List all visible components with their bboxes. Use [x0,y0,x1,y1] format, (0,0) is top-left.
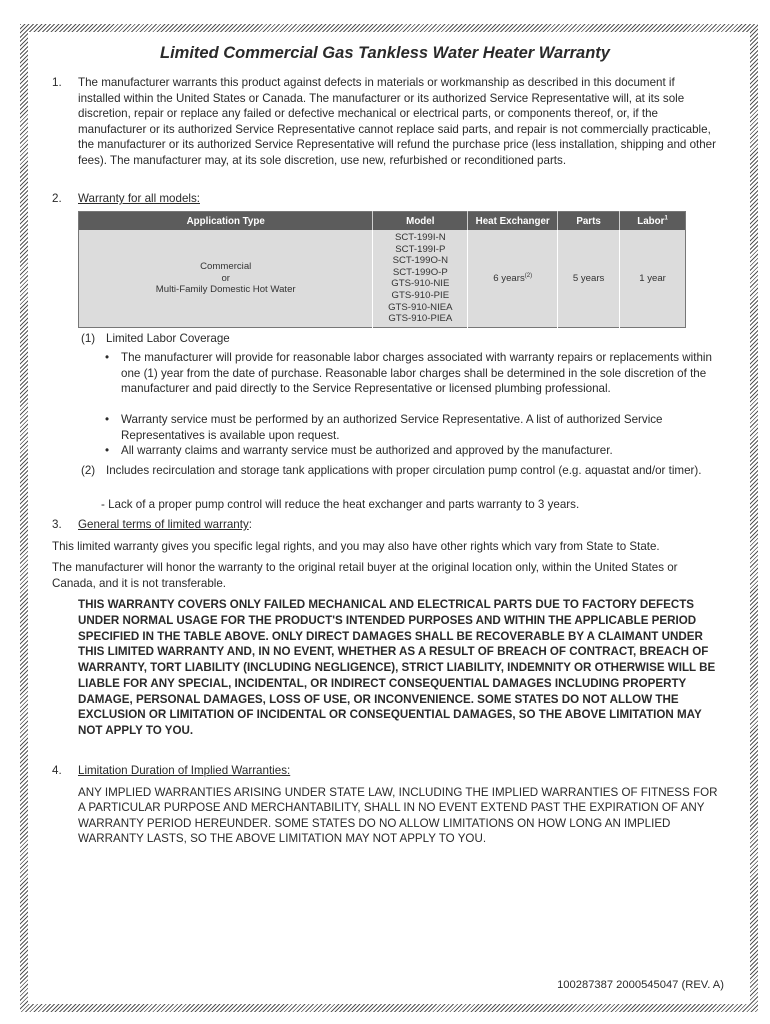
cell-heat-exchanger: 6 years$^{(2)}$ [468,230,558,327]
col-header-labor: Labor$^1$ [620,212,686,231]
table-row [79,230,686,327]
bullet-icon: • [105,413,110,426]
col-header-application-type: Application Type [79,212,373,231]
section-3-p1: This limited warranty gives you specific legal rights, and you may also have other rights which vary from State to State. [52,539,660,553]
col-header-parts: Parts [558,212,620,231]
page-title: Limited Commercial Gas Tankless Water Heater Warranty [160,44,610,62]
section-4-text: ANY IMPLIED WARRANTIES ARISING UNDER STATE LAW, INCLUDING THE IMPLIED WARRANTIES OF FITNESS FOR A PARTICULAR PURPOSE AND MERCHANTABILITY, SHALL IN NO EVENT EXTEND PAST THE EXPIRATION OF ANY WARRANTY PERIOD HEREUNDER. SOME STATES DO NO ALLOW LIMITATIONS ON HOW LONG AN IMPLIED WARRANTY LASTS, SO THE ABOVE LIMITATION MAY NOT APPLY TO YOU. [78,785,718,846]
section-number: 1. [52,76,62,89]
note-1-number: (1) [81,332,96,345]
section-number: 4. [52,764,62,777]
cell-labor: 1 year [620,230,686,327]
col-header-model: Model [373,212,468,231]
note-2-sub: - Lack of a proper pump control will reduce the heat exchanger and parts warranty to 3 years. [101,498,580,511]
section-number: 2. [52,192,62,205]
bullet-icon: • [105,351,110,364]
section-2-heading: Warranty for all models: [78,192,200,205]
section-1-text: The manufacturer warrants this product against defects in materials or workmanship as described in this document if installed within the United States or Canada. The manufacturer or its authorized Service Representative will, at its sole discretion, repair or replace any failed or defective mechanical or electrical parts, or components thereof, or, if the manufacturer or its authorized Service Representative cannot replace said parts, and repair is not commercially practicable, the manufacturer or its authorized Service Representative will refund the purchase price (less installation, shipping and other fees). The manufacturer may, at its sole discretion, use new, refurbished or reconditioned parts. [78,76,716,167]
note-2-number: (2) [81,464,96,477]
col-header-heat-exchanger: Heat Exchanger [468,212,558,231]
note-1-title: Limited Labor Coverage [106,332,230,345]
warranty-table [78,211,686,328]
section-4 [52,763,718,847]
section-3-p2: The manufacturer will honor the warranty to the original retail buyer at the original location only, within the United States or Canada, and it is not transferable. [52,561,678,590]
section-1 [52,75,718,169]
note-2-text: Includes recirculation and storage tank applications with proper circulation pump control (e.g. aquastat and/or timer). [106,464,702,477]
document-number: 100287387 2000545047 (REV. A) [557,979,724,991]
section-4-heading: Limitation Duration of Implied Warranties: [78,764,291,777]
note-1-bullet: The manufacturer will provide for reasonable labor charges associated with warranty repairs or replacements within one (1) year from the date of purchase. Reasonable labor charges shall be determined in the sole discretion of the manufacturer and paid directly to the Service Representative or licensed plumbing professional. [121,351,712,396]
section-number: 3. [52,518,62,531]
cell-parts: 5 years [558,230,620,327]
bullet-icon: • [105,444,110,457]
section-3: 3. General terms of limited warranty: This limited warranty gives you specific legal rights, and you may also have other rights which vary from State to State. The manufacturer will honor the warranty to the original retail buyer at the original location only, within the United States or Canada, and it is not transferable. THIS WARRANTY COVERS ONLY FAILED MECHANICAL AND ELECTRICAL PARTS DUE TO FACTORY DEFECTS UNDER NORMAL USAGE FOR THE PRODUCT'S INTENDED PURPOSES AND WITHIN THE APPLICABLE PERIOD SPECIFIED IN THE TABLE ABOVE. ONLY DIRECT DAMAGES SHALL BE RECOVERABLE BY A CLAIMANT UNDER THIS LIMITED WARRANTY AND, IN NO EVENT, WHETHER AS A RESULT OF BREACH OF CONTRACT, BREACH OF WARRANTY, TORT LIABILITY (INCLUDING NEGLIGENCE), STRICT LIABILITY, INDEMNITY OR OTHERWISE WILL BE LIABLE FOR ANY SPECIAL, INCIDENTAL, OR INDIRECT CONSEQUENTIAL DAMAGES INCLUDING PROPERTY DAMAGE, PERSONAL DAMAGES, LOSS OF USE, OR INCONVENIENCE. SOME STATES DO NOT ALLOW THE EXCLUSION OR LIMITATION OF INCIDENTAL OR CONSEQUENTIAL DAMAGES, SO THE ABOVE LIMITATION MAY NOT APPLY TO YOU. [52,517,718,739]
cell-application-type: Commercial or Multi-Family Domestic Hot Water [79,230,373,327]
note-1-bullet: Warranty service must be performed by an authorized Service Representative. A list of authorized Service Representatives is available upon request. [121,413,663,442]
section-3-heading: General terms of limited warranty [78,518,249,531]
table-header-row [79,212,686,231]
note-1-bullet: All warranty claims and warranty service must be authorized and approved by the manufacturer. [121,444,613,457]
cell-models: SCT-199I-N SCT-199I-P SCT-199O-N SCT-199O-P GTS-910-NIE GTS-910-PIE GTS-910-NIEA GTS-910-PIEA [373,230,468,327]
section-2 [52,191,718,207]
section-3-disclaimer: THIS WARRANTY COVERS ONLY FAILED MECHANICAL AND ELECTRICAL PARTS DUE TO FACTORY DEFECTS UNDER NORMAL USAGE FOR THE PRODUCT'S INTENDED PURPOSES AND WITHIN THE APPLICABLE PERIOD SPECIFIED IN THE TABLE ABOVE. ONLY DIRECT DAMAGES SHALL BE RECOVERABLE BY A CLAIMANT UNDER THIS LIMITED WARRANTY AND, IN NO EVENT, WHETHER AS A RESULT OF BREACH OF CONTRACT, BREACH OF WARRANTY, TORT LIABILITY (INCLUDING NEGLIGENCE), STRICT LIABILITY, INDEMNITY OR OTHERWISE WILL BE LIABLE FOR ANY SPECIAL, INCIDENTAL, OR INDIRECT CONSEQUENTIAL DAMAGES INCLUDING PROPERTY DAMAGE, PERSONAL DAMAGES, LOSS OF USE, OR INCONVENIENCE. SOME STATES DO NOT ALLOW THE EXCLUSION OR LIMITATION OF INCIDENTAL OR CONSEQUENTIAL DAMAGES, SO THE ABOVE LIMITATION MAY NOT APPLY TO YOU. [78,598,716,737]
